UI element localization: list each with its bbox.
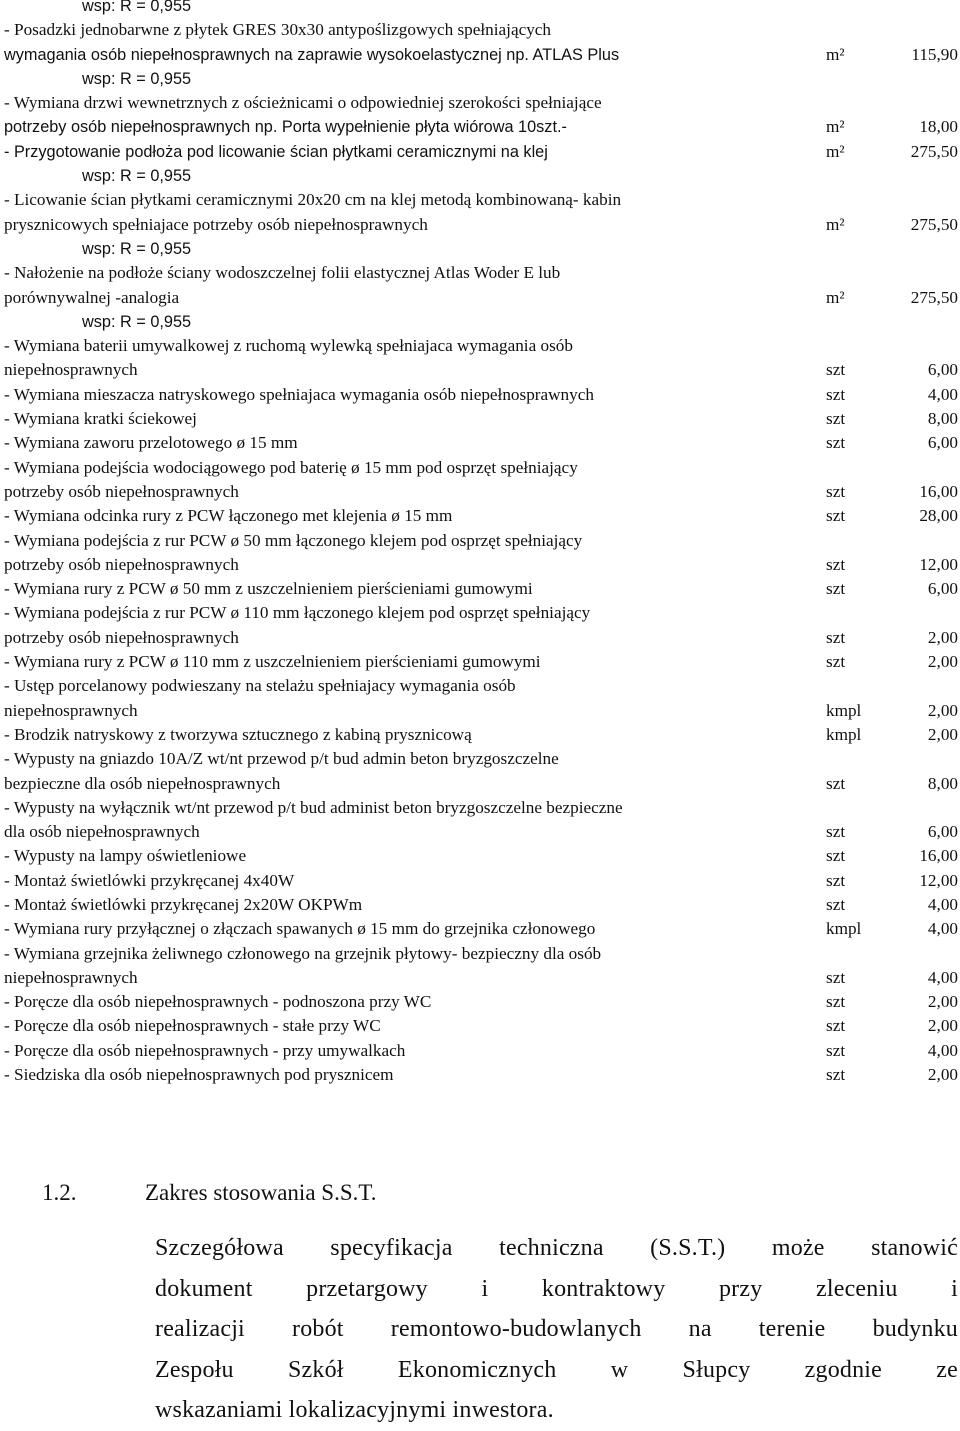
description-line: - Wymiana odcinka rury z PCW łączonego met klejenia ø 15 mm <box>4 506 453 526</box>
item-description <box>4 601 826 650</box>
item-description <box>4 747 826 796</box>
item-description <box>4 674 826 723</box>
description-line: - Poręcze dla osób niepełnosprawnych - podnoszona przy WC <box>4 992 432 1012</box>
list-item <box>4 431 958 455</box>
item-quantity: 4,00 <box>927 894 958 914</box>
item-unit: szt <box>826 870 846 890</box>
item-unit: szt <box>826 433 846 453</box>
list-item <box>4 577 958 601</box>
list-item <box>4 723 958 747</box>
description-line: niepełnosprawnych <box>4 700 138 720</box>
description-line: - Montaż świetlówki przykręcanej 2x20W OKPWm <box>4 894 363 914</box>
coefficient-row <box>4 310 958 334</box>
item-quantity: 12,00 <box>919 870 958 890</box>
item-unit: szt <box>826 967 846 987</box>
description-line: - Przygotowanie podłoża pod licowanie ścian płytkami ceramicznymi na klej <box>4 142 548 161</box>
item-unit: m² <box>826 214 845 234</box>
item-unit: szt <box>826 506 846 526</box>
item-quantity: 6,00 <box>927 822 958 842</box>
description-line: - Wymiana kratki ściekowej <box>4 409 197 429</box>
item-unit: szt <box>826 1065 846 1085</box>
description-line: - Wymiana podejścia z rur PCW ø 50 mm łączonego klejem pod osprzęt spełniający <box>4 530 583 550</box>
item-description <box>4 723 826 747</box>
description-line: - Wymiana baterii umywalkowej z ruchomą wylewką spełniajaca wymagania osób <box>4 336 573 356</box>
description-line: - Ustęp porcelanowy podwieszany na stelażu spełniajacy wymagania osób <box>4 676 516 696</box>
list-item <box>4 674 958 723</box>
item-description <box>4 18 826 67</box>
description-line: - Wymiana grzejnika żeliwnego członowego na grzejnik płytowy- bezpieczny dla osób <box>4 943 602 963</box>
description-line: porównywalnej -analogia <box>4 287 180 307</box>
description-line: - Wypusty na lampy oświetleniowe <box>4 846 247 866</box>
description-line: wymagania osób niepełnosprawnych na zaprawie wysokoelastycznej np. ATLAS Plus <box>4 45 620 64</box>
description-line: niepełnosprawnych <box>4 967 138 987</box>
item-description <box>4 529 826 578</box>
paragraph-line: wskazaniami lokalizacyjnymi inwestora. <box>155 1397 554 1424</box>
description-line: bezpieczne dla osób niepełnosprawnych <box>4 773 281 793</box>
list-item <box>4 1063 958 1087</box>
item-quantity: 6,00 <box>927 579 958 599</box>
list-item <box>4 261 958 310</box>
description-line: - Wymiana rury z PCW ø 110 mm z uszczelnieniem pierścieniami gumowymi <box>4 652 541 672</box>
item-description <box>4 1063 826 1087</box>
description-line: - Brodzik natryskowy z tworzywa sztucznego z kabiną prysznicową <box>4 724 472 744</box>
item-unit: szt <box>826 409 846 429</box>
coefficient-row <box>4 0 958 18</box>
item-description <box>4 650 826 674</box>
item-description <box>4 140 826 164</box>
item-unit: szt <box>826 992 846 1012</box>
item-description <box>4 893 826 917</box>
coefficient-text: wsp: R = 0,955 <box>82 167 192 186</box>
list-item <box>4 893 958 917</box>
item-description <box>4 431 826 455</box>
description-line: - Wymiana mieszacza natryskowego spełniajaca wymagania osób niepełnosprawnych <box>4 384 594 404</box>
item-quantity: 16,00 <box>919 846 958 866</box>
paragraph-line: Szczegółowa specyfikacja techniczna (S.S.T.) może stanowić <box>155 1235 958 1261</box>
coefficient-row <box>4 237 958 261</box>
coefficient-row <box>4 164 958 188</box>
description-line: - Wypusty na wyłącznik wt/nt przewod p/t bud administ beton bryzgoszczelne bezpieczne <box>4 797 623 817</box>
list-item <box>4 383 958 407</box>
item-quantity: 4,00 <box>927 967 958 987</box>
description-line: - Wymiana rury przyłącznej o złączach spawanych ø 15 mm do grzejnika członowego <box>4 919 596 939</box>
list-item <box>4 869 958 893</box>
item-quantity: 275,50 <box>910 141 958 161</box>
item-quantity: 275,50 <box>910 287 958 307</box>
coefficient-text: wsp: R = 0,955 <box>82 0 192 15</box>
item-unit: kmpl <box>826 724 862 744</box>
item-description <box>4 990 826 1014</box>
description-line: - Wymiana zaworu przelotowego ø 15 mm <box>4 433 298 453</box>
section-heading <box>42 1178 376 1208</box>
item-quantity: 2,00 <box>927 992 958 1012</box>
item-description <box>4 383 826 407</box>
item-description <box>4 917 826 941</box>
item-quantity: 4,00 <box>927 919 958 939</box>
list-item <box>4 1014 958 1038</box>
list-item <box>4 844 958 868</box>
item-description <box>4 796 826 845</box>
list-item <box>4 1039 958 1063</box>
item-unit: m² <box>826 117 845 137</box>
item-quantity: 6,00 <box>927 433 958 453</box>
item-description <box>4 1039 826 1063</box>
list-item <box>4 504 958 528</box>
item-description <box>4 91 826 140</box>
item-description <box>4 0 826 18</box>
item-unit: szt <box>826 481 846 501</box>
description-line: - Licowanie ścian płytkami ceramicznymi 20x20 cm na klej metodą kombinowaną- kabin <box>4 190 622 210</box>
description-line: - Montaż świetlówki przykręcanej 4x40W <box>4 870 295 890</box>
item-quantity: 6,00 <box>927 360 958 380</box>
list-item <box>4 650 958 674</box>
item-unit: m² <box>826 287 845 307</box>
description-line: potrzeby osób niepełnosprawnych np. Porta wypełnienie płyta wiórowa 10szt.- <box>4 118 567 137</box>
description-line: - Wymiana drzwi wewnetrznych z ościeżnicami o odpowiedniej szerokości spełniające <box>4 93 602 113</box>
item-unit: szt <box>826 579 846 599</box>
item-quantity: 2,00 <box>927 1065 958 1085</box>
item-description <box>4 504 826 528</box>
list-item <box>4 601 958 650</box>
item-quantity: 2,00 <box>927 1016 958 1036</box>
description-line: - Poręcze dla osób niepełnosprawnych - przy umywalkach <box>4 1040 406 1060</box>
list-item <box>4 796 958 845</box>
item-quantity: 8,00 <box>927 773 958 793</box>
item-quantity: 28,00 <box>919 506 958 526</box>
description-line: potrzeby osób niepełnosprawnych <box>4 554 239 574</box>
item-quantity: 4,00 <box>927 384 958 404</box>
list-item <box>4 188 958 237</box>
description-line: potrzeby osób niepełnosprawnych <box>4 627 239 647</box>
description-line: - Wymiana podejścia z rur PCW ø 110 mm łączonego klejem pod osprzęt spełniający <box>4 603 591 623</box>
item-quantity: 8,00 <box>927 409 958 429</box>
description-line: - Nałożenie na podłoże ściany wodoszczelnej folii elastycznej Atlas Woder E lub <box>4 263 561 283</box>
item-unit: szt <box>826 360 846 380</box>
coefficient-text: wsp: R = 0,955 <box>82 69 192 88</box>
item-description <box>4 237 826 261</box>
description-line: - Siedziska dla osób niepełnosprawnych pod prysznicem <box>4 1065 394 1085</box>
item-description <box>4 869 826 893</box>
item-quantity: 115,90 <box>911 44 958 64</box>
item-description <box>4 261 826 310</box>
item-unit: szt <box>826 846 846 866</box>
item-quantity: 16,00 <box>919 481 958 501</box>
item-unit: szt <box>826 384 846 404</box>
item-unit: szt <box>826 1040 846 1060</box>
coefficient-text: wsp: R = 0,955 <box>82 312 192 331</box>
item-quantity: 2,00 <box>927 627 958 647</box>
cost-items-list <box>4 0 958 1087</box>
list-item <box>4 990 958 1014</box>
list-item <box>4 140 958 164</box>
section-number: 1.2. <box>42 1180 77 1205</box>
description-line: dla osób niepełnosprawnych <box>4 822 200 842</box>
description-line: potrzeby osób niepełnosprawnych <box>4 481 239 501</box>
list-item <box>4 456 958 505</box>
item-quantity: 18,00 <box>919 117 958 137</box>
item-unit: szt <box>826 652 846 672</box>
item-unit: kmpl <box>826 919 862 939</box>
list-item <box>4 917 958 941</box>
item-unit: szt <box>826 554 846 574</box>
section-title: Zakres stosowania S.S.T. <box>145 1180 377 1205</box>
item-description <box>4 1014 826 1038</box>
item-quantity: 275,50 <box>910 214 958 234</box>
description-line: - Wymiana rury z PCW ø 50 mm z uszczelnieniem pierścieniami gumowymi <box>4 579 533 599</box>
description-line: - Wypusty na gniazdo 10A/Z wt/nt przewod p/t bud admin beton bryzgoszczelne <box>4 749 559 769</box>
coefficient-row <box>4 67 958 91</box>
paragraph-line: Zespołu Szkół Ekonomicznych w Słupcy zgodnie ze <box>155 1356 958 1383</box>
description-line: prysznicowych spełniajace potrzeby osób niepełnosprawnych <box>4 214 428 234</box>
item-unit: szt <box>826 773 846 793</box>
item-unit: szt <box>826 894 846 914</box>
list-item <box>4 747 958 796</box>
item-description <box>4 844 826 868</box>
item-quantity: 12,00 <box>919 554 958 574</box>
item-description <box>4 942 826 991</box>
item-description <box>4 310 826 334</box>
paragraph-line: dokument przetargowy i kontraktowy przy zleceniu i <box>155 1275 958 1302</box>
description-line: - Posadzki jednobarwne z płytek GRES 30x30 antypoślizgowych spełniających <box>4 20 552 40</box>
list-item <box>4 91 958 140</box>
item-unit: kmpl <box>826 700 862 720</box>
list-item <box>4 18 958 67</box>
item-unit: szt <box>826 627 846 647</box>
item-unit: szt <box>826 822 846 842</box>
list-item <box>4 407 958 431</box>
item-description <box>4 456 826 505</box>
list-item <box>4 529 958 578</box>
section-paragraph <box>155 1228 958 1431</box>
description-line: - Poręcze dla osób niepełnosprawnych - stałe przy WC <box>4 1016 381 1036</box>
item-description <box>4 577 826 601</box>
list-item <box>4 334 958 383</box>
item-unit: szt <box>826 1016 846 1036</box>
item-quantity: 4,00 <box>927 1040 958 1060</box>
paragraph-line: realizacji robót remontowo-budowlanych na terenie budynku <box>155 1316 958 1343</box>
item-quantity: 2,00 <box>927 652 958 672</box>
list-item <box>4 942 958 991</box>
item-description <box>4 407 826 431</box>
item-description <box>4 164 826 188</box>
item-description <box>4 334 826 383</box>
item-unit: m² <box>826 141 845 161</box>
description-line: - Wymiana podejścia wodociągowego pod baterię ø 15 mm pod osprzęt spełniający <box>4 457 578 477</box>
item-description <box>4 67 826 91</box>
coefficient-text: wsp: R = 0,955 <box>82 239 192 258</box>
item-unit: m² <box>826 44 845 64</box>
description-line: niepełnosprawnych <box>4 360 138 380</box>
item-quantity: 2,00 <box>927 700 958 720</box>
item-quantity: 2,00 <box>927 724 958 744</box>
item-description <box>4 188 826 237</box>
